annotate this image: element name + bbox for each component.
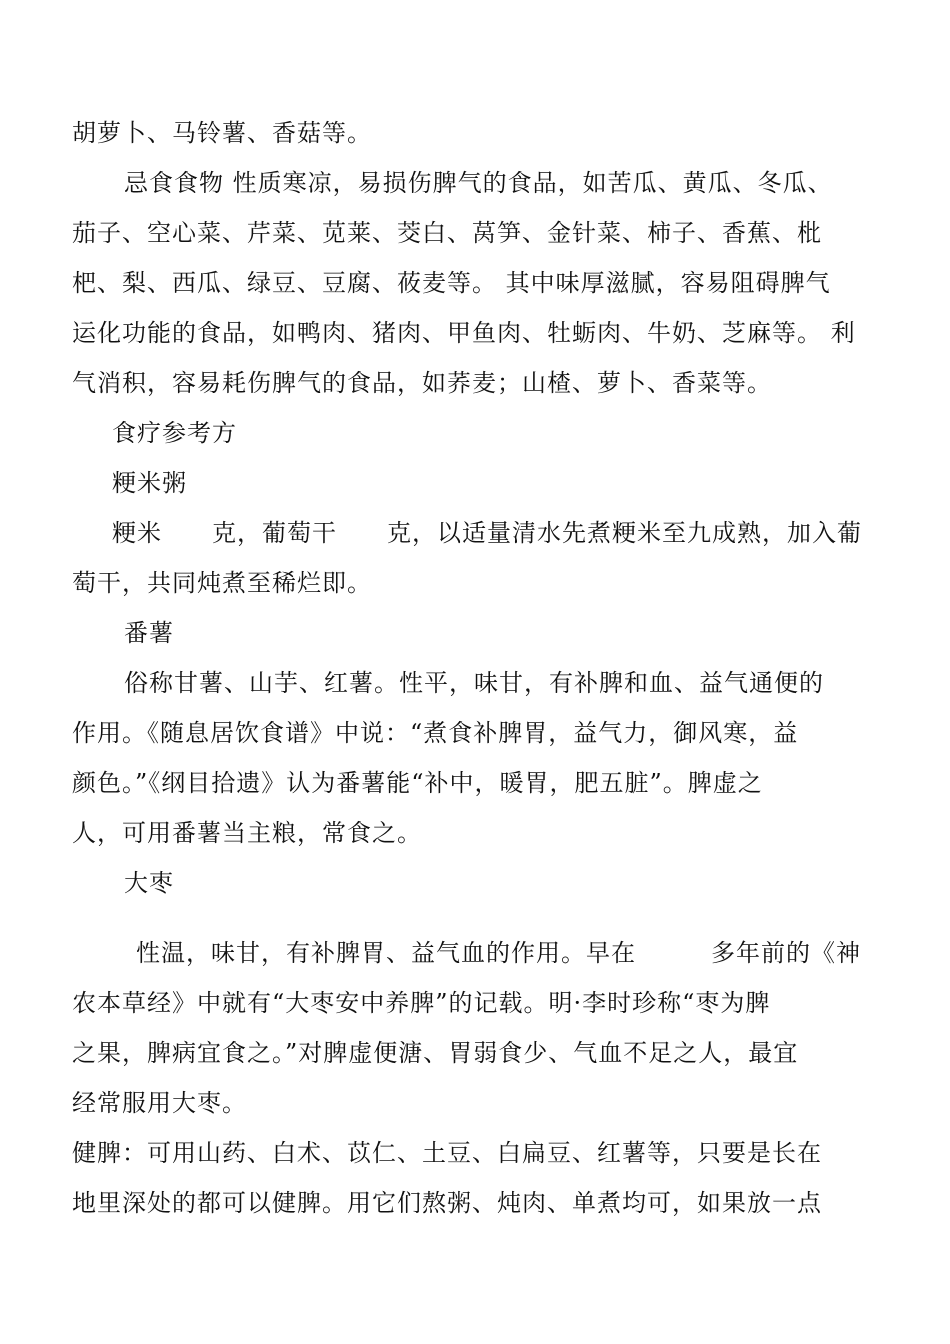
text-line: 性温，味甘，有补脾胃、益气血的作用。早在 多年前的《神 [136,939,861,967]
recipe-title: 番薯 [124,619,174,647]
text-line: 杷、梨、西瓜、绿豆、豆腐、莜麦等。 其中味厚滋腻，容易阻碍脾气 [72,269,831,297]
text-line: 俗称甘薯、山芋、红薯。性平，味甘，有补脾和血、益气通便的 [124,669,824,697]
section-heading: 食疗参考方 [112,419,237,447]
text-line: 颜色。”《纲目拾遗》认为番薯能“补中，暖胃，肥五脏”。脾虚之 [72,769,763,797]
text-line: 人，可用番薯当主粮，常食之。 [72,819,422,847]
text-line: 粳米 克，葡萄干 克，以适量清水先煮粳米至九成熟，加入葡 [112,519,862,547]
text-line: 之果，脾病宜食之。”对脾虚便溏、胃弱食少、气血不足之人，最宜 [72,1039,799,1067]
text-line: 茄子、空心菜、芹菜、苋莱、茭白、莴笋、金针菜、柿子、香蕉、枇 [72,219,822,247]
text-line: 农本草经》中就有“大枣安中养脾”的记载。明·李时珍称“枣为脾 [72,989,771,1017]
text-line: 运化功能的食品，如鸭肉、猪肉、甲鱼肉、牡蛎肉、牛奶、芝麻等。 利 [72,319,856,347]
text-line: 经常服用大枣。 [72,1089,247,1117]
text-line: 胡萝卜、马铃薯、香菇等。 [72,119,372,147]
text-line: 忌食食物 性质寒凉，易损伤脾气的食品，如苦瓜、黄瓜、冬瓜、 [124,169,833,197]
text-line: 地里深处的都可以健脾。用它们熬粥、炖肉、单煮均可，如果放一点 [72,1189,822,1217]
recipe-title: 粳米粥 [112,469,187,497]
text-line: 作用。《随息居饮食谱》中说：“煮食补脾胃，益气力，御风寒，益 [72,719,799,747]
text-line: 萄干，共同炖煮至稀烂即。 [72,569,372,597]
text-line: 健脾：可用山药、白术、苡仁、土豆、白扁豆、红薯等，只要是长在 [72,1139,822,1167]
recipe-title: 大枣 [124,869,174,897]
text-line: 气消积，容易耗伤脾气的食品，如荞麦；山楂、萝卜、香菜等。 [72,369,772,397]
